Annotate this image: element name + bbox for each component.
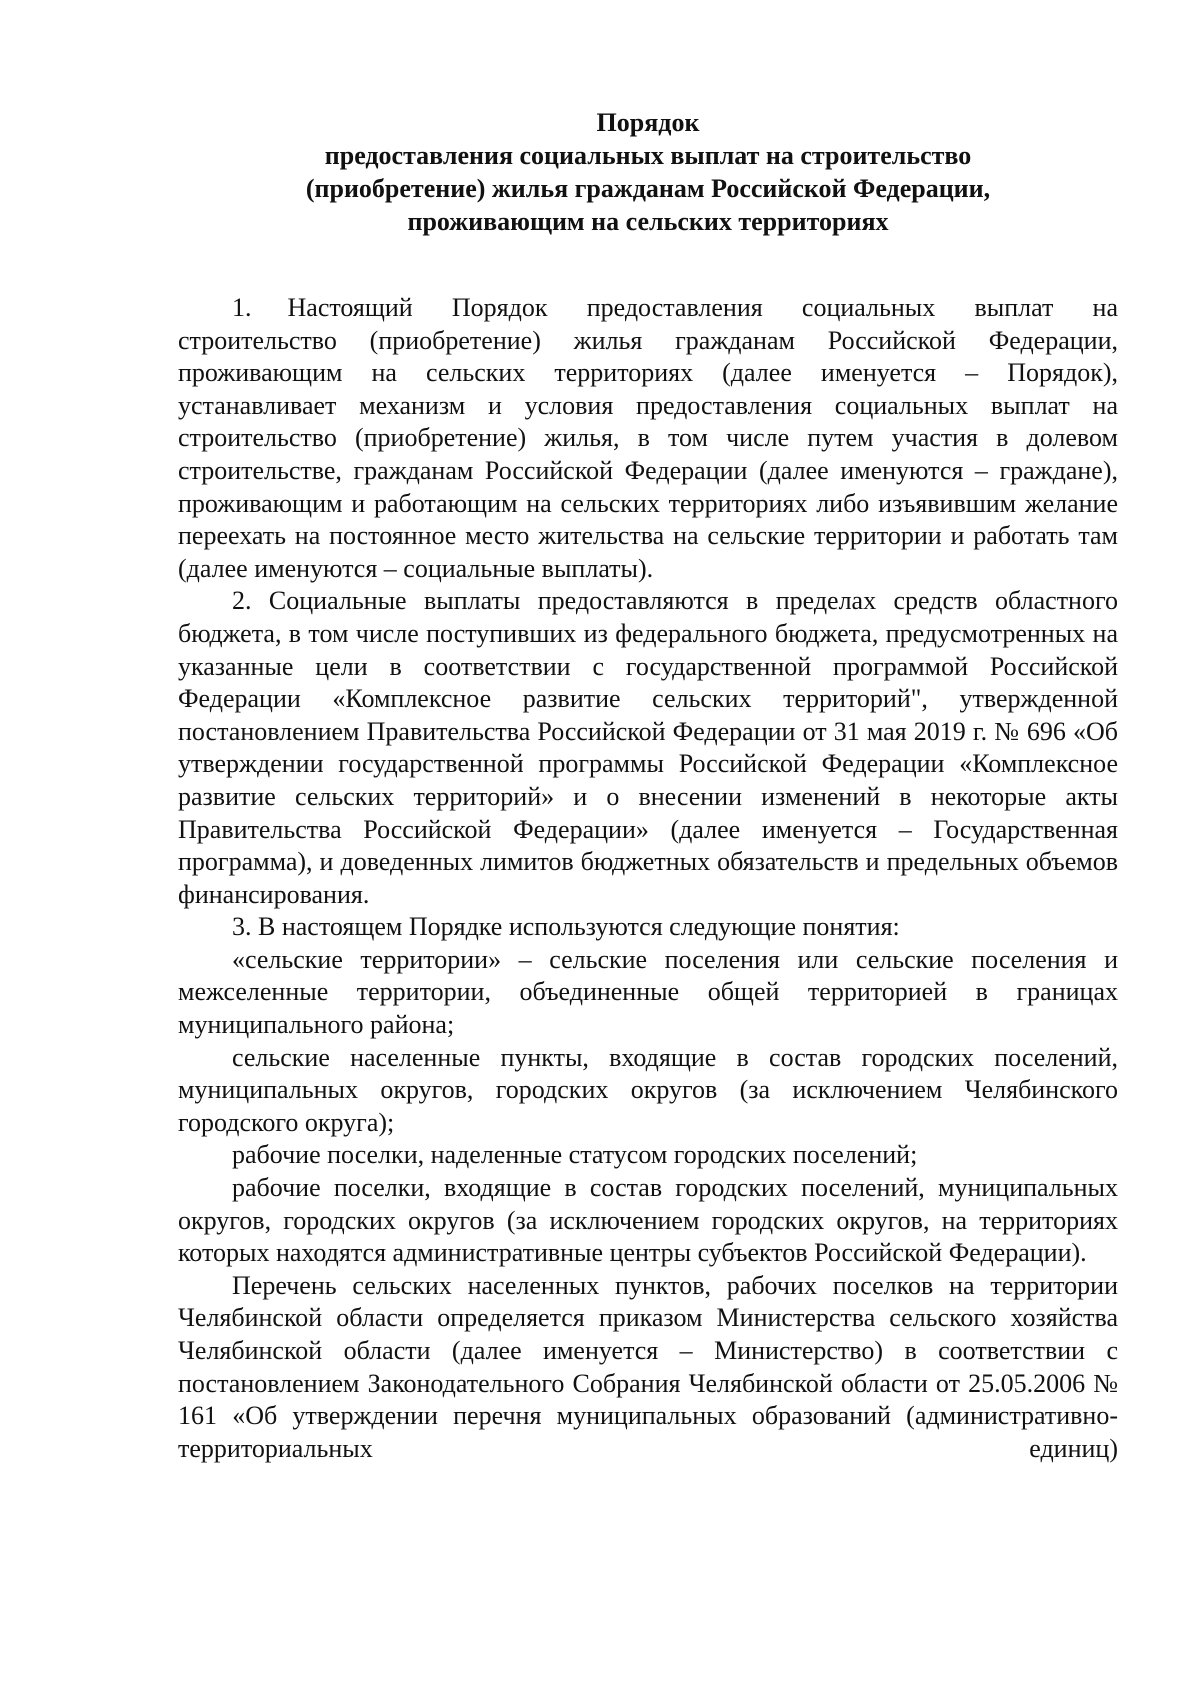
paragraph-number: 1. — [232, 293, 252, 322]
paragraph-4: «сельские территории» – сельские поселения или сельские поселения и межселенные территории, объединенные общей территорией в границах муниципального района; — [178, 944, 1118, 1040]
title-line: предоставления социальных выплат на строительство — [324, 141, 972, 170]
paragraph-3: 3. В настоящем Порядке используются следующие понятия: — [232, 912, 900, 942]
title-line: проживающим на сельских территориях — [407, 207, 889, 236]
paragraph-text: Настоящий Порядок предоставления социальных выплат на строительство (приобретение) жилья гражданам Российской Федерации, проживающим на сельских территориях (далее именуется – Порядок), устанавливает механизм и условия предоставления социальных выплат на строительство (приобретение) жилья, в том числе путем участия в долевом строительстве, гражданам Российской Федерации (далее именуются – граждане), проживающим и работающим на сельских территориях либо изъявившим желание переехать на постоянное место жительства на сельские территории и работать там (далее именуются – социальные выплаты). — [178, 293, 1118, 583]
document-body — [178, 292, 1118, 1465]
document-title — [178, 106, 1118, 238]
title-line: Порядок — [596, 108, 700, 137]
paragraph-2: 2. Социальные выплаты предоставляются в пределах средств областного бюджета, в том числе поступивших из федерального бюджета, предусмотренных на указанные цели в соответствии с государственной программой Российской Федерации «Комплексное развитие сельских территорий", утвержденной постановлением Правительства Российской Федерации от 31 мая 2019 г. № 696 «Об утверждении государственной программы Российской Федерации «Комплексное развитие сельских территорий» и о внесении изменений в некоторые акты Правительства Российской Федерации» (далее именуется – Государственная программа), и доведенных лимитов бюджетных обязательств и предельных объемов финансирования. — [178, 586, 1118, 909]
title-line: (приобретение) жилья гражданам Российской Федерации, — [305, 174, 991, 203]
paragraph-1 — [178, 292, 1118, 585]
paragraph-5: сельские населенные пункты, входящие в состав городских поселений, муниципальных округов, городских округов (за исключением Челябинского городского округа); — [178, 1042, 1118, 1137]
paragraph-6: рабочие поселки, наделенные статусом городских поселений; — [232, 1140, 918, 1170]
paragraph-7: рабочие поселки, входящие в состав городских поселений, муниципальных округов, городских округов (за исключением городских округов, на территориях которых находятся административные центры субъектов Российской Федерации). — [178, 1173, 1118, 1268]
paragraph-8: Перечень сельских населенных пунктов, рабочих поселков на территории Челябинской области определяется приказом Министерства сельского хозяйства Челябинской области (далее именуется – Министерство) в соответствии с постановлением Законодательного Собрания Челябинской области от 25.05.2006 № 161 «Об утверждении перечня муниципальных образований (административно-территориальных единиц) — [178, 1270, 1118, 1463]
